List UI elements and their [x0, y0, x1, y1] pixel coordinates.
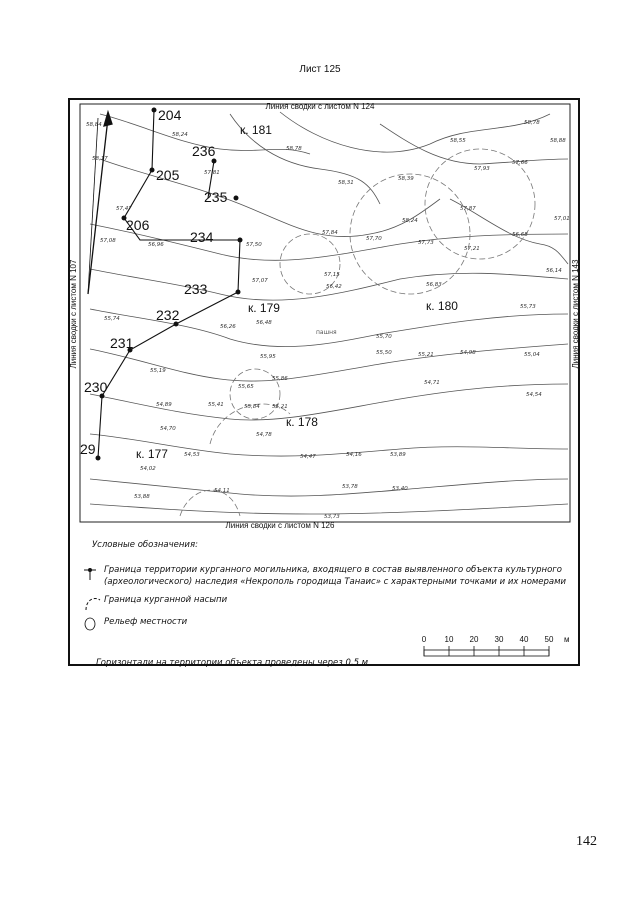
scale-tick-label: 20	[469, 635, 479, 644]
point-label: 231	[110, 335, 134, 351]
scale-tick-label: 40	[519, 635, 529, 644]
elevation-label: 58,39	[398, 176, 414, 182]
point-label: 206	[126, 217, 150, 233]
elevation-label: 54,53	[184, 452, 200, 458]
kurgan-mounds	[180, 149, 535, 516]
pashnya-label: пашня	[316, 329, 337, 336]
boundary-point	[96, 456, 101, 461]
survey-map	[69, 102, 580, 530]
legend-item-text: Граница территории курганного могильника, входящего в состав выявленного объекта культурного (археологического) наследия «Некрополь городища Танаис» с характерными точками и их номерами	[104, 565, 567, 587]
elevation-label: 58,88	[550, 138, 566, 144]
scale-bar	[421, 634, 574, 664]
elevation-label: 58,78	[524, 120, 540, 126]
elevation-label: 58,24	[172, 132, 188, 138]
elevation-label: 57,70	[366, 236, 382, 242]
scale-tick-label: 10	[444, 635, 454, 644]
point-label: 234	[190, 229, 214, 245]
elevation-label: 57,66	[512, 160, 528, 166]
elevation-label: 53,88	[134, 494, 150, 500]
elevation-label: 55,41	[208, 402, 224, 408]
edge-label-bottom: Линия сводки с листом N 126	[225, 521, 335, 530]
elevation-label: 53,78	[342, 484, 358, 490]
elevation-label: 56,14	[546, 268, 562, 274]
boundary-point	[238, 238, 243, 243]
elevation-label: 57,81	[204, 170, 220, 176]
scale-unit: м	[564, 635, 570, 644]
elevation-label: 57,21	[464, 246, 480, 252]
elevation-label: 57,50	[246, 242, 262, 248]
elevation-label: 57,47	[116, 206, 132, 212]
elevation-label: 55,19	[150, 368, 166, 374]
north-arrow-icon	[88, 112, 112, 294]
elevation-label: 54,47	[300, 454, 316, 460]
elevation-label: 56,48	[256, 320, 272, 326]
elevation-label: 58,78	[286, 146, 302, 152]
point-label: 236	[192, 143, 216, 159]
elevation-label: 53,40	[392, 486, 408, 492]
kurgan-label: к. 179	[248, 301, 280, 315]
elevation-label: 57,07	[252, 278, 268, 284]
elevation-label: 55,95	[260, 354, 276, 360]
elevation-label: 57,73	[418, 240, 434, 246]
elevation-label: 54,71	[424, 380, 440, 386]
elevation-label: 55,04	[524, 352, 540, 358]
elevation-label: 54,89	[156, 402, 172, 408]
contour-interval-note: Горизонтали на территории объекта проведены через 0,5 м	[96, 658, 369, 668]
kurgan-label: к. 178	[286, 415, 318, 429]
elevation-label: 53,73	[324, 514, 340, 520]
page-number: 142	[576, 834, 597, 849]
elevation-label: 54,78	[256, 432, 272, 438]
elevation-label: 57,84	[322, 230, 338, 236]
elevation-label: 57,01	[554, 216, 570, 222]
elevation-label: 54,54	[526, 392, 542, 398]
elevation-label: 58,31	[338, 180, 354, 186]
boundary-point	[212, 159, 217, 164]
elevation-label: 53,89	[390, 452, 406, 458]
elevation-label: 58,55	[450, 138, 466, 144]
scale-tick-label: 50	[544, 635, 554, 644]
edge-label-left: Линия сводки с листом N 107	[69, 259, 78, 369]
elevation-label: 56,68	[512, 232, 528, 238]
boundary-point	[150, 168, 155, 173]
kurgan-label: к. 180	[426, 299, 458, 313]
elevation-label: 57,08	[100, 238, 116, 244]
point-label: 205	[156, 167, 180, 183]
scale-tick-label: 0	[421, 635, 427, 644]
elevation-label: 55,84	[244, 404, 260, 410]
elevation-label: 58,24	[402, 218, 418, 224]
elevation-label: 56,96	[148, 242, 164, 248]
elevation-label: 54,16	[346, 452, 362, 458]
elevation-label: 57,15	[324, 272, 340, 278]
elevation-label: 54,02	[140, 466, 156, 472]
elevation-label: 58,84	[86, 122, 102, 128]
point-label: 230	[84, 379, 108, 395]
sheet-title: Лист 125	[299, 64, 341, 75]
mound-symbol-icon	[82, 594, 102, 614]
elevation-label: 55,73	[520, 304, 536, 310]
boundary-point	[234, 196, 239, 201]
kurgan-label: к. 177	[136, 447, 168, 461]
boundary-symbol-icon	[82, 564, 102, 584]
elevation-label: 55,21	[418, 352, 434, 358]
elevation-label: 55,50	[376, 350, 392, 356]
elevation-label: 56,83	[426, 282, 442, 288]
elevation-label: 54,11	[214, 488, 230, 494]
edge-label-top: Линия сводки с листом N 124	[265, 102, 375, 111]
elevation-label: 57,93	[474, 166, 490, 172]
kurgan-label: к. 181	[240, 123, 272, 137]
boundary-point	[236, 290, 241, 295]
elevation-label: 54,70	[160, 426, 176, 432]
point-label: 235	[204, 189, 228, 205]
elevation-label: 57,87	[460, 206, 476, 212]
elevation-label: 55,21	[272, 404, 288, 410]
point-label: 29	[80, 441, 96, 457]
elevation-label: 56,42	[326, 284, 342, 290]
elevation-label: 56,26	[220, 324, 236, 330]
elevation-label: 55,70	[376, 334, 392, 340]
elevation-label: 58,17	[92, 156, 108, 162]
elevation-label: 55,74	[104, 316, 120, 322]
scale-tick-label: 30	[494, 635, 504, 644]
boundary-point	[152, 108, 157, 113]
elevation-label: 55,86	[272, 376, 288, 382]
legend-item-text: Рельеф местности	[104, 617, 188, 627]
legend-item-text: Граница курганной насыпи	[104, 595, 228, 605]
point-label: 232	[156, 307, 180, 323]
elevation-label: 55,65	[238, 384, 254, 390]
edge-label-right: Линия сводки с листом N 143	[571, 259, 580, 369]
legend-title: Условные обозначения:	[92, 540, 198, 550]
elevation-label: 54,98	[460, 350, 476, 356]
point-label: 233	[184, 281, 208, 297]
relief-symbol-icon	[82, 616, 102, 636]
point-label: 204	[158, 107, 182, 123]
